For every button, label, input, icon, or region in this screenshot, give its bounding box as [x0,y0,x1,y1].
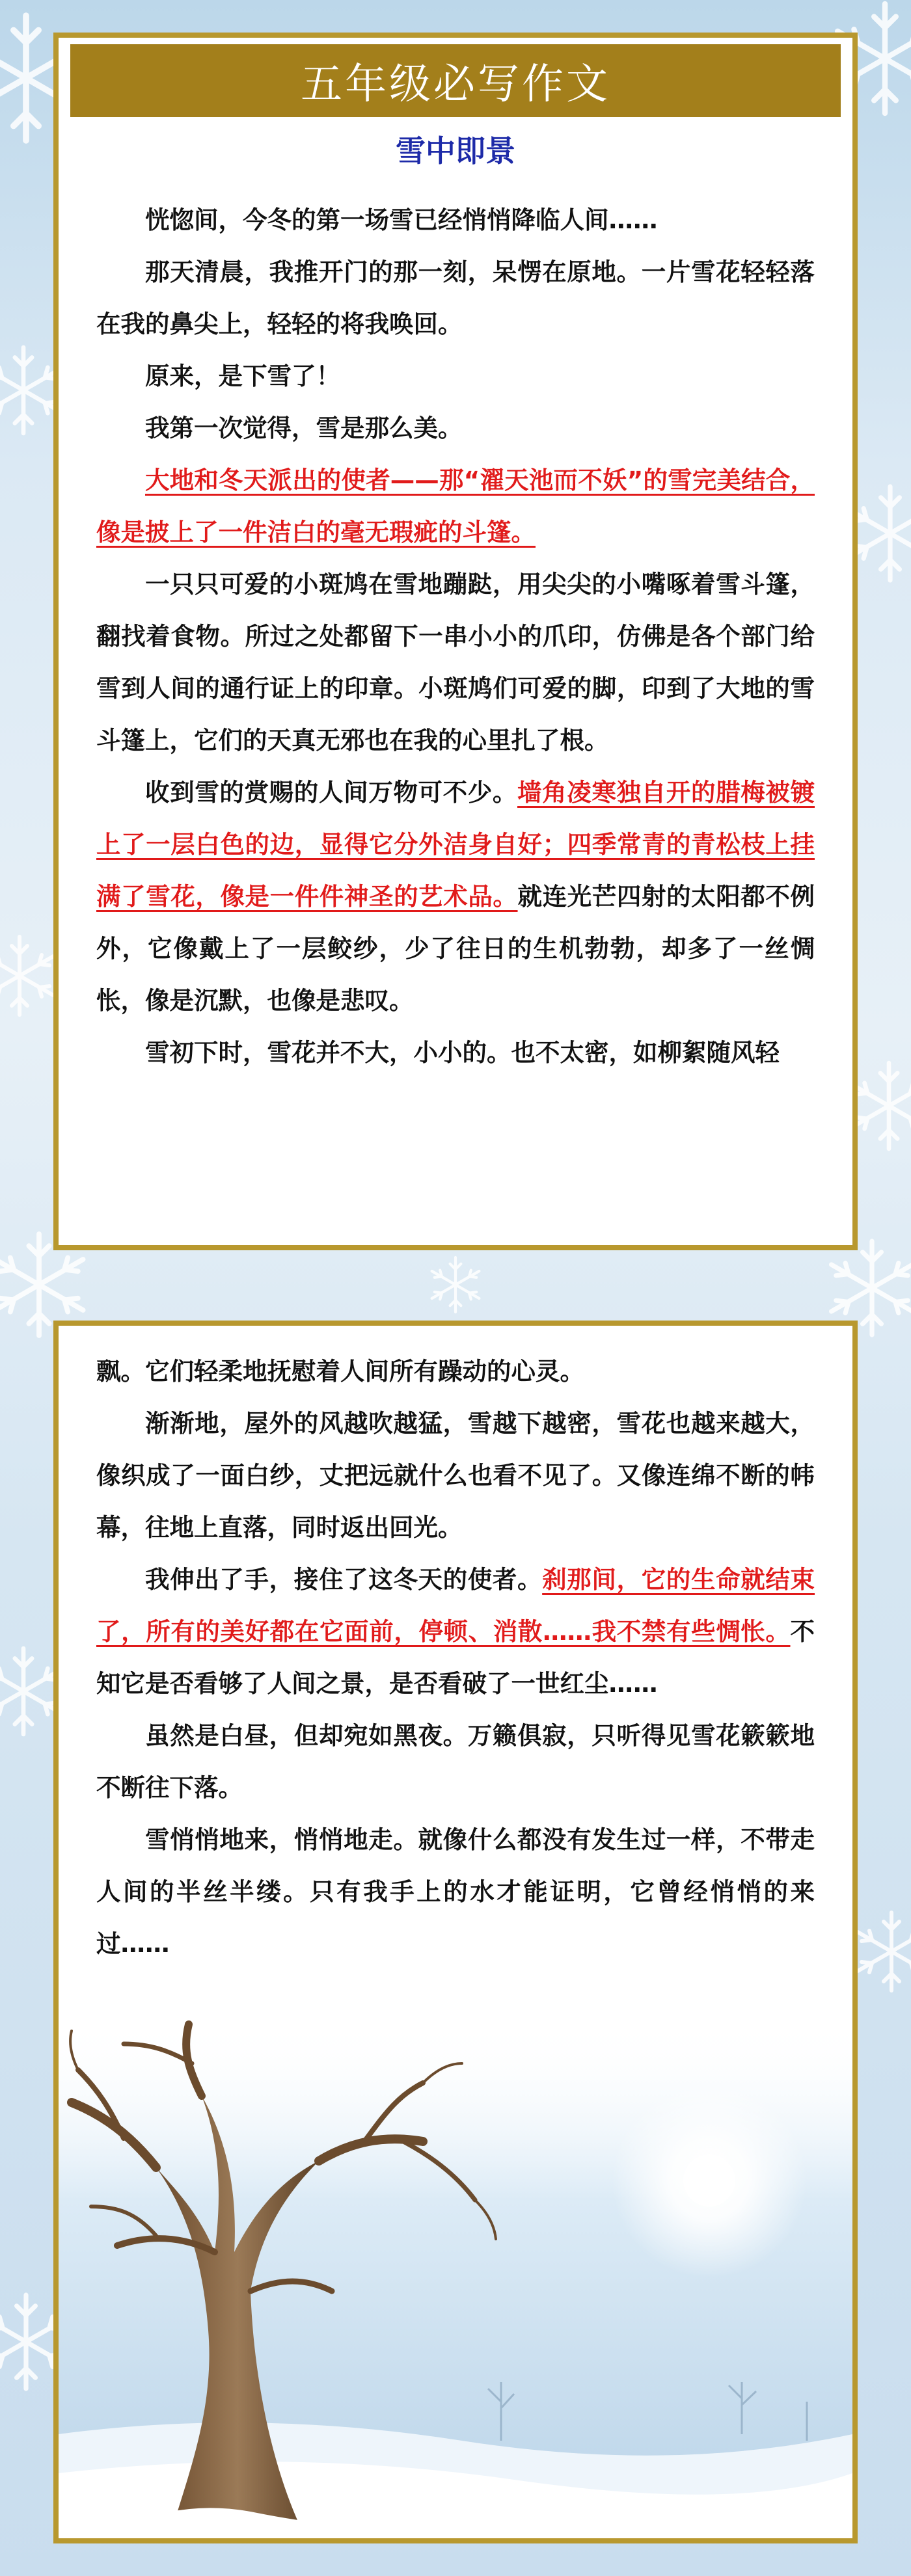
snowflake-icon [850,487,911,580]
paragraph: 原来，是下雪了！ [145,362,340,390]
paragraph [96,1553,815,1710]
sentence: 就连光芒四射的太阳都不例外，它像戴上了一层鲛纱，少了往日的生机勃勃，却多了一丝惆怅，像是沉默，也像是悲叹。 [96,882,815,1015]
paragraph: 雪初下时，雪花并不大，小小的。也不太密，如柳絮随风轻 [145,1038,780,1067]
essay-card-top [53,33,858,1250]
paragraph: 雪悄悄地来，悄悄地走。就像什么都没有发生过一样，不带走人间的半丝半缕。只有我手上的水才能证明，它曾经悄悄的来过…… [96,1825,815,1958]
paragraph: 我第一次觉得，雪是那么美。 [145,414,463,442]
snowflake-icon [0,347,61,433]
paragraph: 渐渐地，屋外的风越吹越猛，雪越下越密，雪花也越来越大，像织成了一面白纱，丈把远就什么也看不见了。又像连绵不断的帏幕，往地上直落，同时返出回光。 [96,1409,815,1542]
essay-body-part1 [96,194,815,1079]
highlighted-sentence: 墙角凌寒独自开的腊梅被镀上了一层白色的边，显得它分外洁身自好；四季常青的青松枝上挂满了雪花，像是一件件神圣的艺术品。 [96,778,815,911]
paragraph [96,766,815,1026]
paragraph: 飘。它们轻柔地抚慰着人间所有躁动的心灵。 [96,1357,584,1386]
essay-body-part2 [96,1345,815,1970]
sentence: 我伸出了手，接住了这冬天的使者。 [145,1565,543,1594]
paragraph: 那天清晨，我推开门的那一刻，呆愣在原地。一片雪花轻轻落在我的鼻尖上，轻轻的将我唤回。 [96,258,815,338]
snowflake-icon [432,1257,480,1312]
sentence: 不知它是否看够了人间之景，是否看破了一世红尘…… [96,1617,815,1698]
page-title: 五年级必写作文 [301,60,610,109]
winter-tree-illustration [59,2018,852,2538]
essay-card-bottom [53,1321,858,2543]
highlighted-sentence: 刹那间，它的生命就结束了，所有的美好都在它面前，停顿、消散……我不禁有些惆怅。 [96,1565,815,1646]
snowflake-icon [852,1063,911,1149]
sentence: 收到雪的赏赐的人间万物可不少。 [145,778,518,807]
paragraph-highlighted [96,454,815,558]
paragraph: 恍惚间，今冬的第一场雪已经悄悄降临人间…… [145,206,658,234]
title-bar [70,44,841,117]
snowflake-icon [0,937,53,1015]
paragraph: 一只只可爱的小斑鸠在雪地蹦跶，用尖尖的小嘴啄着雪斗篷，翻找着食物。所过之处都留下一串小小的爪印，仿佛是各个部门给雪到人间的通行证上的印章。小斑鸠们可爱的脚，印到了大地的雪斗篷上，它们的天真无邪也在我的心里扎了根。 [96,570,815,755]
highlighted-sentence: 大地和冬天派出的使者——那“濯天池而不妖”的雪完美结合，像是披上了一件洁白的毫无瑕疵的斗篷。 [96,466,815,546]
essay-title: 雪中即景 [396,133,515,168]
snowflake-icon [0,1648,61,1734]
snowflake-icon [858,1912,911,1991]
paragraph: 虽然是白昼，但却宛如黑夜。万籁俱寂，只听得见雪花簌簌地不断往下落。 [96,1721,815,1802]
